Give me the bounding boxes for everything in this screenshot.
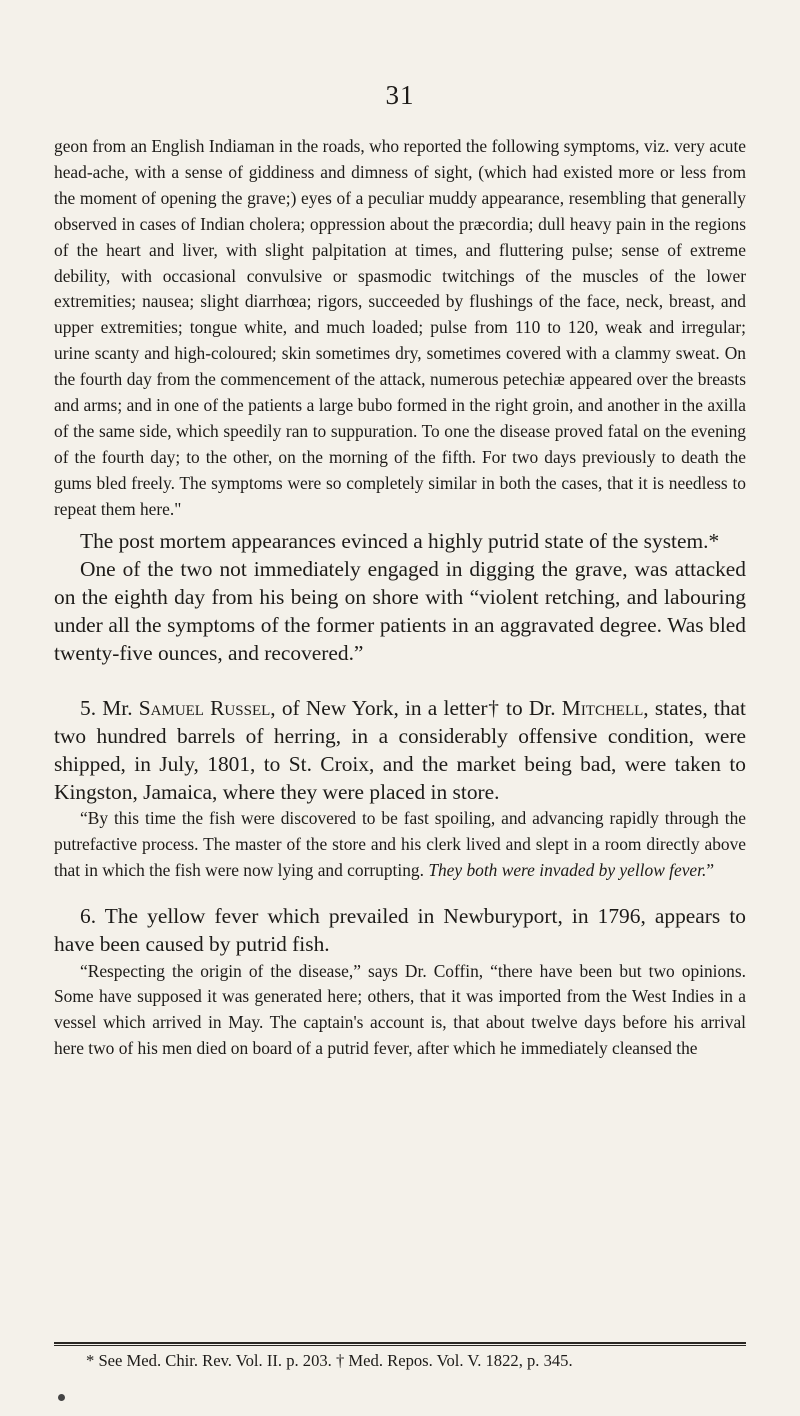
page-body <box>54 134 746 1062</box>
paragraph-third-case: One of the two not immediately engaged in digging the grave, was attacked on the eighth day from his being on shore with “violent retching, and labouring under all the symptoms of the former patients in an aggravated degree. Was bled twenty-five ounces, and recovered.” <box>54 556 746 666</box>
ink-dot <box>58 1394 65 1401</box>
section-5-mid: of New York, in a letter† to Dr. <box>275 695 562 720</box>
footnotes: * See Med. Chir. Rev. Vol. II. p. 203. † Med. Repos. Vol. V. 1822, p. 345. <box>86 1351 573 1370</box>
quote-fish-text: “By this time the fish were discovered to be fast spoiling, and advancing rapidly through the putrefactive process. The master of the store and his clerk lived and slept in a room directly above that in which the fish were now lying and corrupting. <box>54 808 746 881</box>
section-5-lead: 5. Mr. <box>80 695 139 720</box>
paragraph-post-mortem: The post mortem appearances evinced a highly putrid state of the system.* <box>80 528 720 553</box>
paragraph-section-6: 6. The yellow fever which prevailed in Newburyport, in 1796, appears to have been caused by putrid fish. <box>54 904 746 957</box>
paragraph-section-5 <box>54 694 746 807</box>
paragraph-quote-fish <box>54 806 746 884</box>
person-name-mitchell: Mitchell, <box>561 695 649 720</box>
section-5-rest: states, that two hundred barrels of herring, in a considerably offensive condition, were shipped, in July, 1801, to St. Croix, and the market being bad, were taken to Kingston, Jamaica, where they were placed in store. <box>54 695 746 805</box>
person-name-russel: Samuel Russel, <box>138 695 276 720</box>
page-number: 31 <box>385 80 415 110</box>
paragraph-coffin-quote: “Respecting the origin of the disease,” says Dr. Coffin, “there have been but two opinions. Some have supposed it was generated here; others, that it was imported from the West Indies in a vessel which arrived in May. The captain's account is, that about twelve days before his arrival here two of his men died on board of a putrid fever, after which he immediately cleansed the <box>54 960 746 1059</box>
quote-fish-italic: They both were invaded by yellow fever. <box>428 860 707 881</box>
quote-fish-close: ” <box>706 860 715 881</box>
footnote-rule <box>54 1342 746 1346</box>
paragraph-symptoms: geon from an English Indiaman in the roads, who reported the following symptoms, viz. very acute head-ache, with a sense of giddiness and dimness of sight, (which had existed more or less from the moment of opening the grave;) eyes of a peculiar muddy appearance, resembling that generally observed in cases of Indian cholera; oppression about the præcordia; dull heavy pain in the regions of the heart and liver, with slight palpitation at times, and fluttering pulse; sense of extreme debility, with occasional convulsive or spasmodic twitchings of the muscles of the lower extremities; nausea; slight diarrhœa; rigors, succeeded by flushings of the face, neck, breast, and upper extremities; tongue white, and much loaded; pulse from 110 to 120, weak and irregular; urine scanty and high-coloured; skin sometimes dry, sometimes covered with a clammy sweat. On the fourth day from the commencement of the attack, numerous petechiæ appeared over the breasts and arms; and in one of the patients a large bubo formed in the right groin, and another in the axilla of the same side, which speedily ran to suppuration. To one the disease proved fatal on the evening of the fourth day; to the other, on the morning of the fifth. For two days previously to death the gums bled freely. The symptoms were so completely similar in both the cases, that it is needless to repeat them here." <box>54 136 746 519</box>
